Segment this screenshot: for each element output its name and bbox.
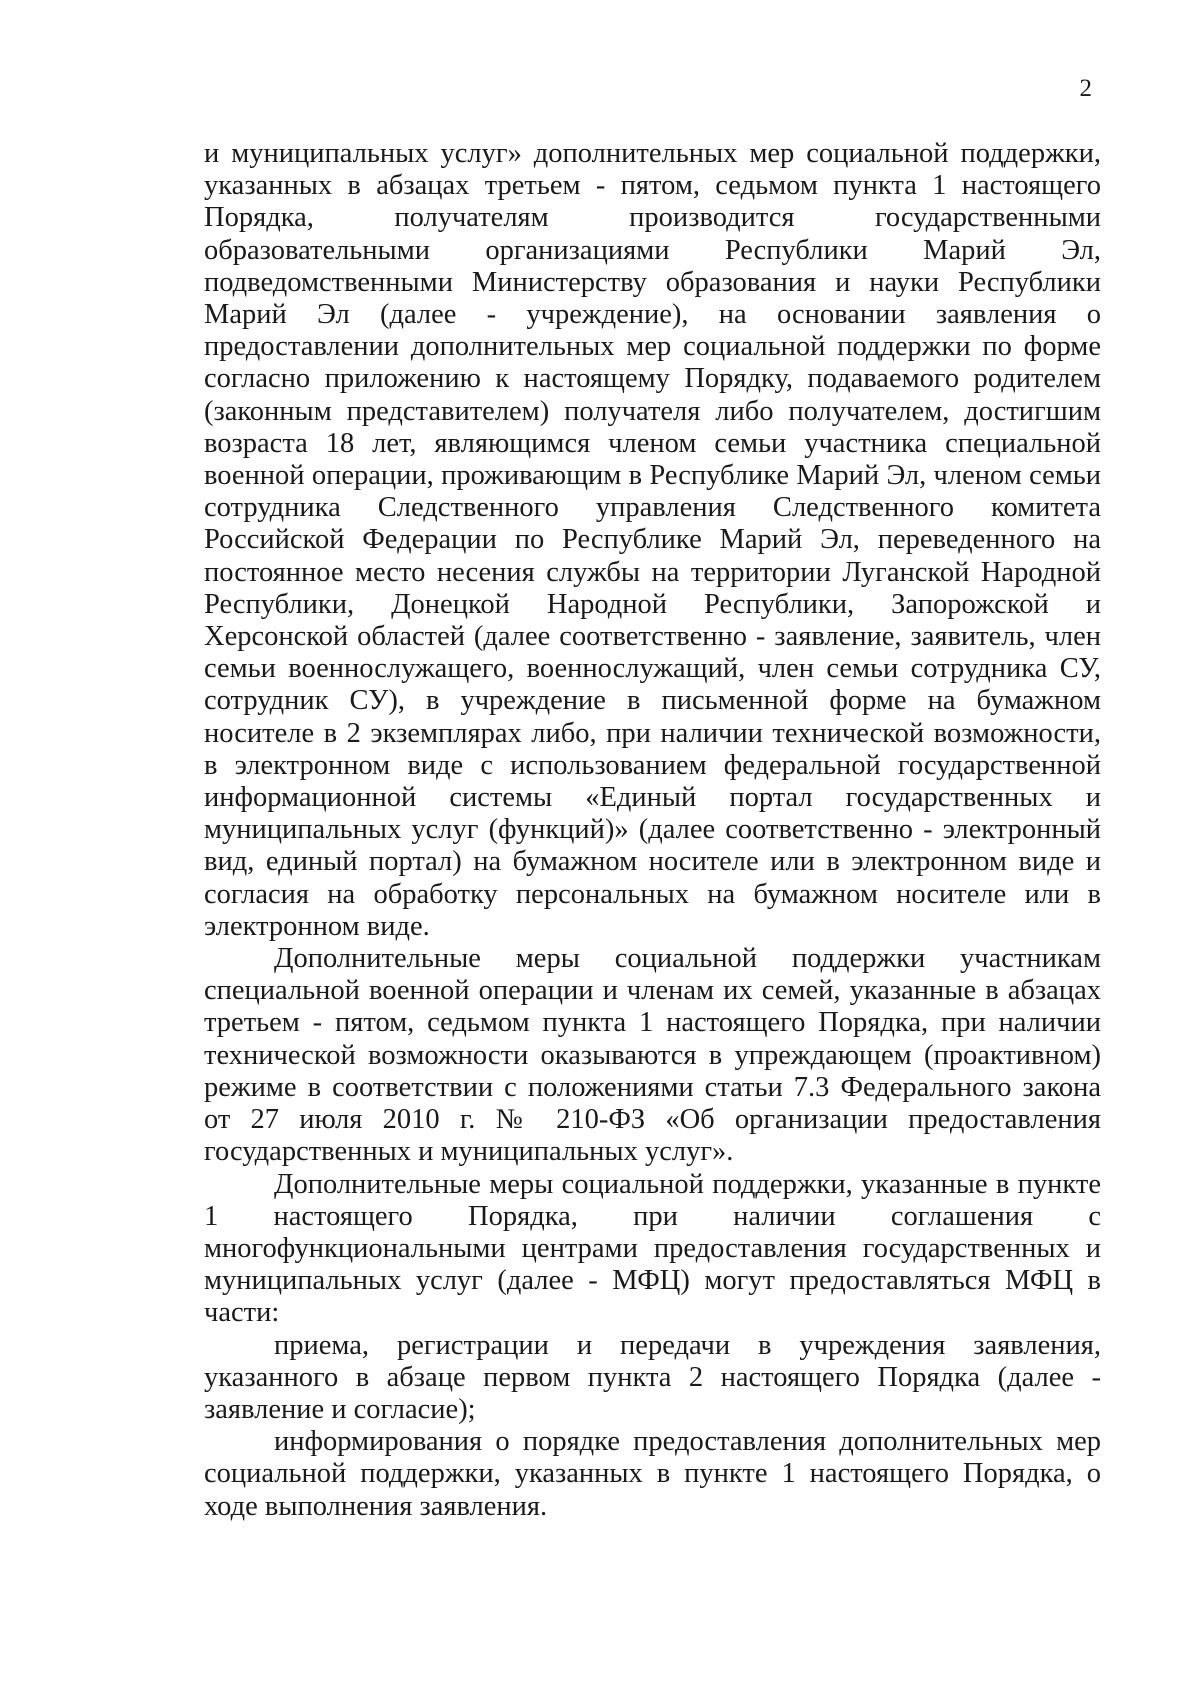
paragraph-mfc-provision: Дополнительные меры социальной поддержки, указанные в пункте 1 настоящего Порядка, при наличии соглашения с многофункциональными центрами предоставления государственных и муниципальных услуг (далее - МФЦ) могут предоставляться МФЦ в части: xyxy=(204,1168,1101,1329)
paragraph-mfc-reception: приема, регистрации и передачи в учреждения заявления, указанного в абзаце первом пункта 2 настоящего Порядка (далее - заявление и согласие); xyxy=(204,1329,1101,1425)
paragraph-mfc-informing: информирования о порядке предоставления дополнительных мер социальной поддержки, указанных в пункте 1 настоящего Порядка, о ходе выполнения заявления. xyxy=(204,1426,1101,1522)
document-body xyxy=(204,138,1101,1523)
paragraph-continuation: и муниципальных услуг» дополнительных мер социальной поддержки, указанных в абзацах третьем - пятом, седьмом пункта 1 настоящего Порядка, получателям производится государственными образовательными организациями Республики Марий Эл, подведомственными Министерству образования и науки Республики Марий Эл (далее - учреждение), на основании заявления о предоставлении дополнительных мер социальной поддержки по форме согласно приложению к настоящему Порядку, подаваемого родителем (законным представителем) получателя либо получателем, достигшим возраста 18 лет, являющимся членом семьи участника специальной военной операции, проживающим в Республике Марий Эл, членом семьи сотрудника Следственного управления Следственного комитета Российской Федерации по Республике Марий Эл, переведенного на постоянное место несения службы на территории Луганской Народной Республики, Донецкой Народной Республики, Запорожской и Херсонской областей (далее соответственно - заявление, заявитель, член семьи военнослужащего, военнослужащий, член семьи сотрудника СУ, сотрудник СУ), в учреждение в письменной форме на бумажном носителе в 2 экземплярах либо, при наличии технической возможности, в электронном виде с использованием федеральной государственной информационной системы «Единый портал государственных и муниципальных услуг (функций)» (далее соответственно - электронный вид, единый портал) на бумажном носителе или в электронном виде и согласия на обработку персональных на бумажном носителе или в электронном виде. xyxy=(204,138,1101,942)
paragraph-proactive-mode: Дополнительные меры социальной поддержки участникам специальной военной операции и членам их семей, указанные в абзацах третьем - пятом, седьмом пункта 1 настоящего Порядка, при наличии технической возможности оказываются в упреждающем (проактивном) режиме в соответствии с положениями статьи 7.3 Федерального закона от 27 июля 2010 г. № 210-ФЗ «Об организации предоставления государственных и муниципальных услуг». xyxy=(204,943,1101,1168)
page-number: 2 xyxy=(1079,75,1092,102)
